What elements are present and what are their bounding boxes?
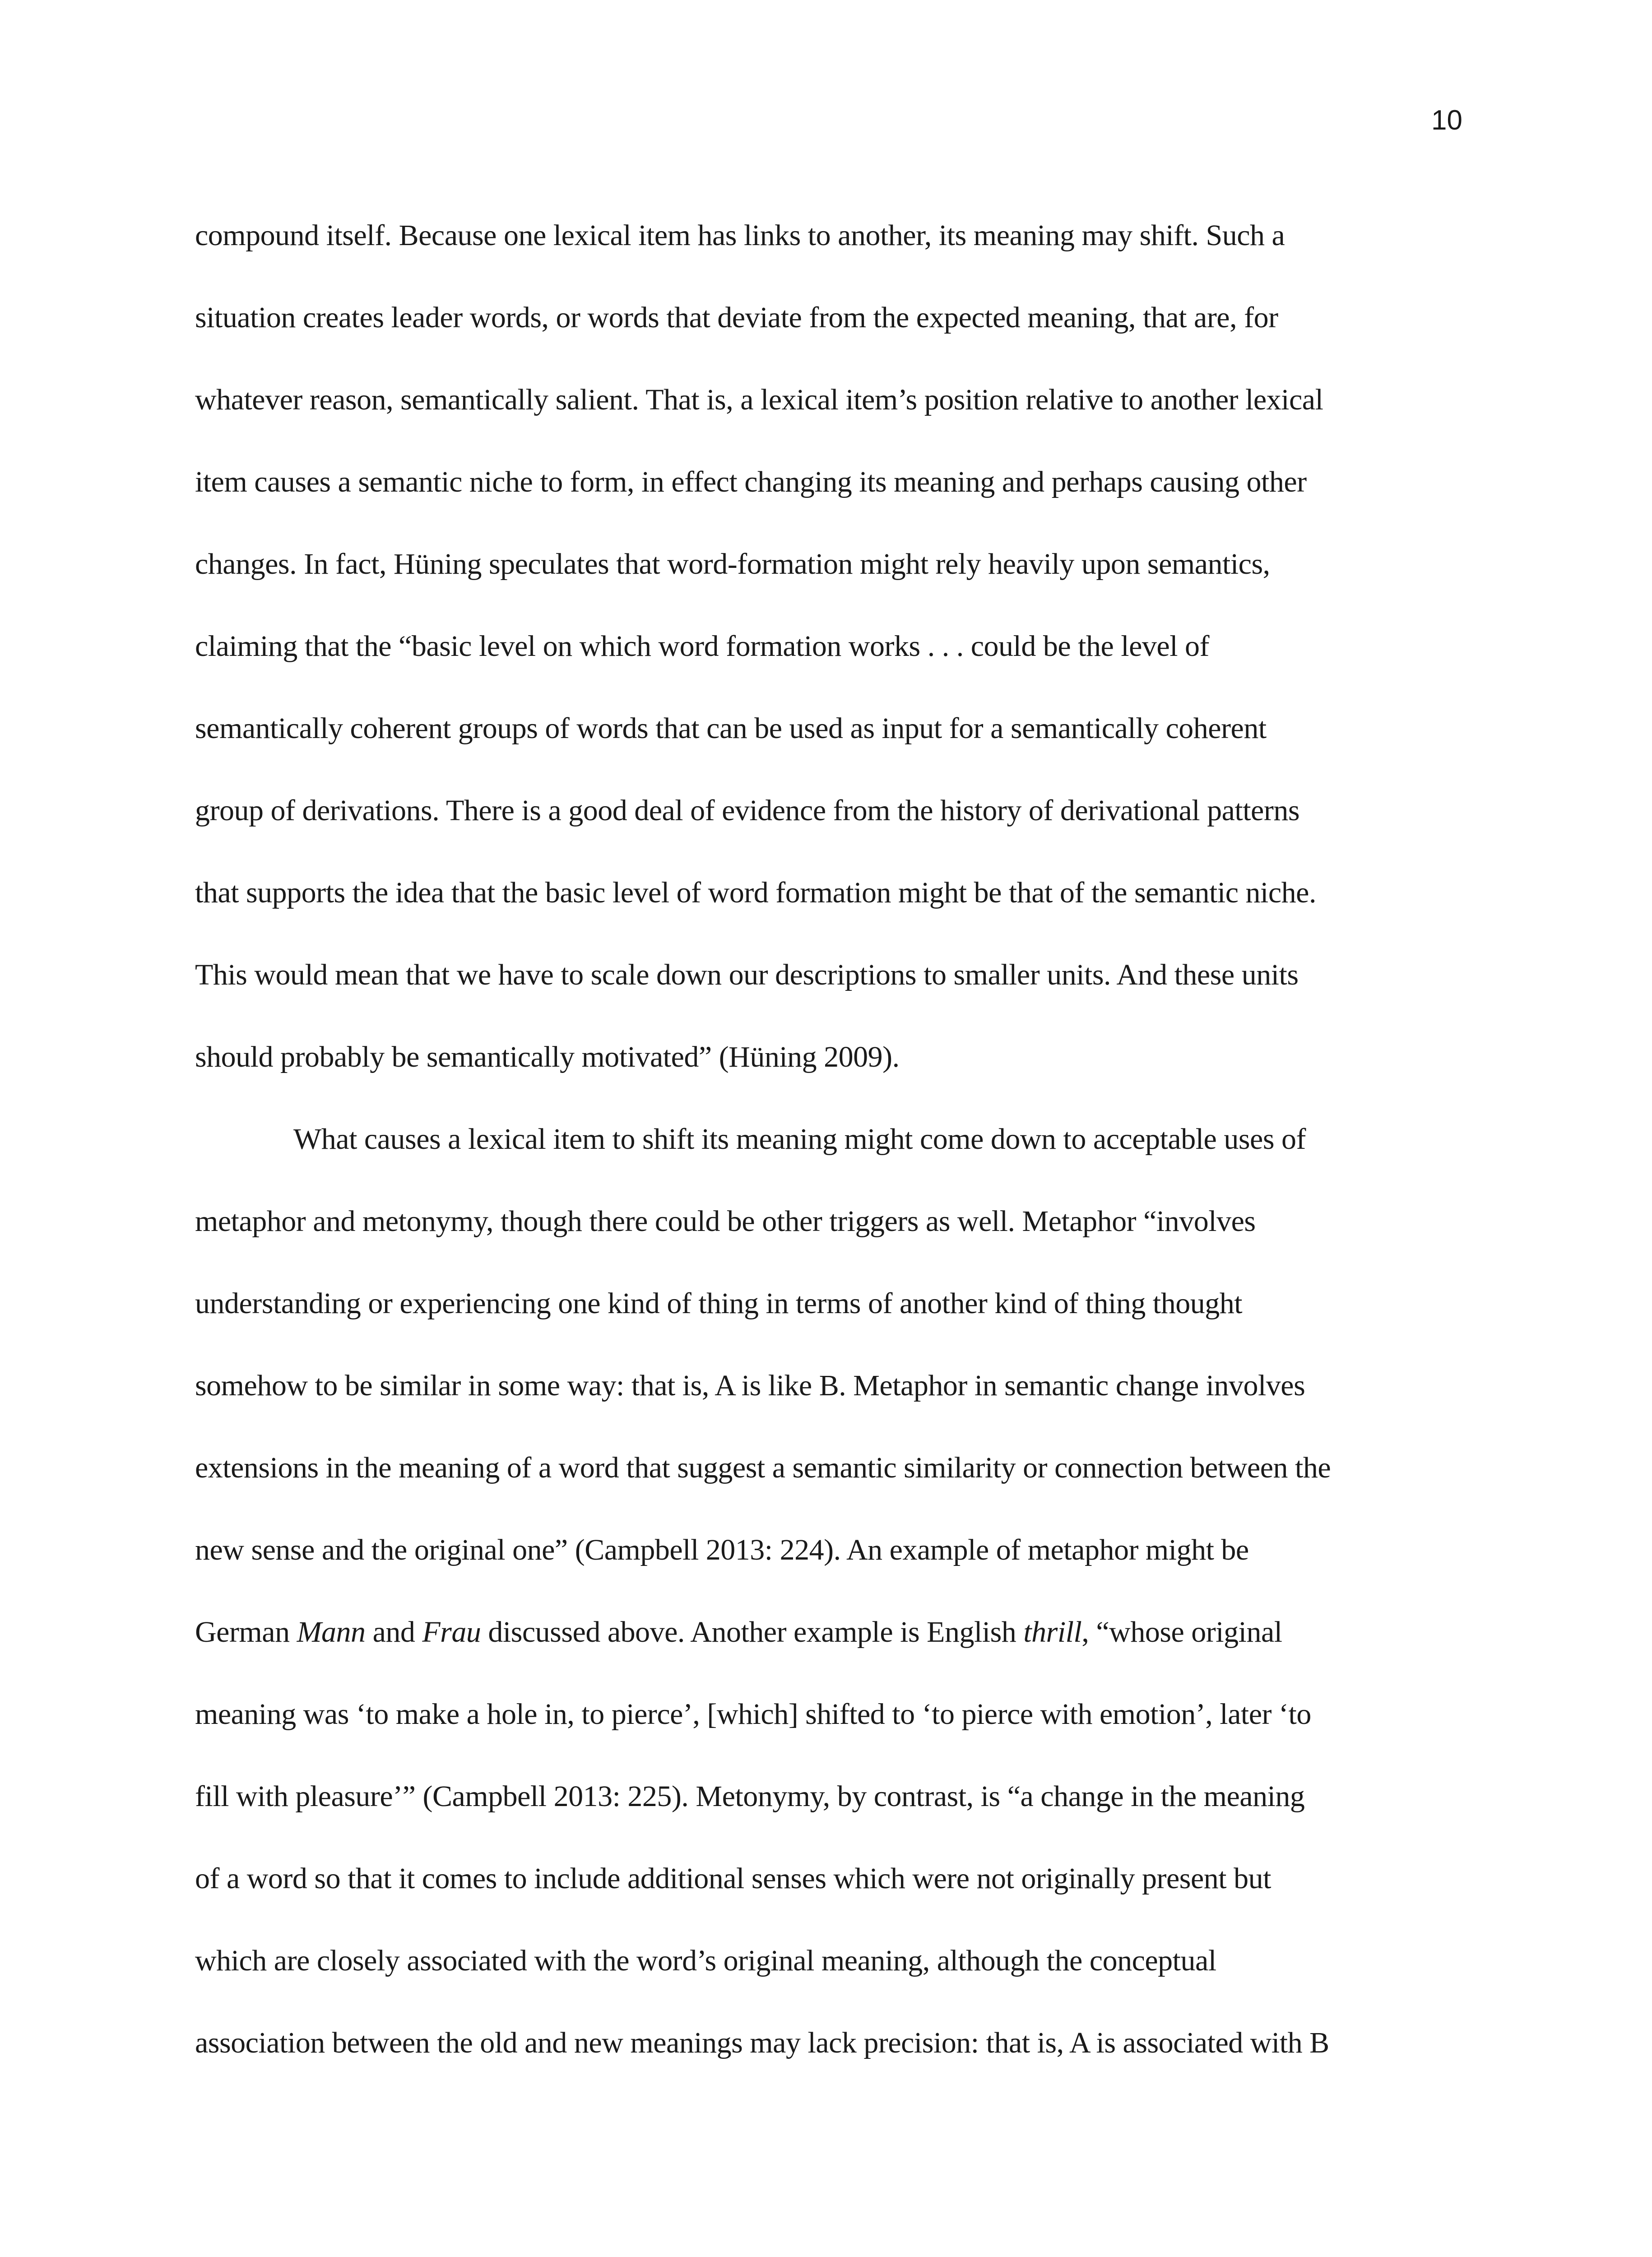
italic-term-frau: Frau xyxy=(422,1616,481,1649)
paragraph-start-line: What causes a lexical item to shift its meaning might come down to acceptable uses of xyxy=(293,1123,1306,1156)
text-line: fill with pleasure’” (Campbell 2013: 225). Metonymy, by contrast, is “a change in the meaning xyxy=(195,1780,1305,1813)
text-line: compound itself. Because one lexical item has links to another, its meaning may shift. Such a xyxy=(195,219,1285,252)
text-segment: German xyxy=(195,1616,297,1649)
body-text xyxy=(195,213,1459,2103)
text-line: changes. In fact, Hüning speculates that word-formation might rely heavily upon semantics, xyxy=(195,548,1270,581)
text-line: This would mean that we have to scale down our descriptions to smaller units. And these units xyxy=(195,958,1299,991)
text-line: item causes a semantic niche to form, in effect changing its meaning and perhaps causing other xyxy=(195,465,1307,498)
italic-term-thrill: thrill xyxy=(1023,1616,1082,1649)
text-line: association between the old and new meanings may lack precision: that is, A is associated with B xyxy=(195,2026,1329,2059)
text-segment: discussed above. Another example is English xyxy=(481,1616,1024,1649)
text-line: should probably be semantically motivated” (Hüning 2009). xyxy=(195,1040,900,1073)
text-line: meaning was ‘to make a hole in, to pierce’, [which] shifted to ‘to pierce with emotion’, later ‘to xyxy=(195,1698,1311,1731)
text-line: metaphor and metonymy, though there could be other triggers as well. Metaphor “involves xyxy=(195,1205,1256,1238)
text-line: new sense and the original one” (Campbell 2013: 224). An example of metaphor might be xyxy=(195,1533,1249,1566)
text-line: group of derivations. There is a good deal of evidence from the history of derivational patterns xyxy=(195,794,1300,827)
text-segment: and xyxy=(365,1616,422,1649)
page-number: 10 xyxy=(1431,105,1462,136)
text-line: which are closely associated with the word’s original meaning, although the conceptual xyxy=(195,1944,1216,1977)
text-line: that supports the idea that the basic level of word formation might be that of the semantic niche. xyxy=(195,876,1316,909)
text-line: understanding or experiencing one kind of thing in terms of another kind of thing thought xyxy=(195,1287,1243,1320)
text-line: somehow to be similar in some way: that is, A is like B. Metaphor in semantic change involves xyxy=(195,1369,1305,1402)
text-line: semantically coherent groups of words that can be used as input for a semantically coherent xyxy=(195,712,1267,745)
italic-term-mann: Mann xyxy=(297,1616,366,1649)
text-line: whatever reason, semantically salient. That is, a lexical item’s position relative to another lexical xyxy=(195,383,1323,416)
text-line: claiming that the “basic level on which word formation works . . . could be the level of xyxy=(195,630,1210,663)
text-line: of a word so that it comes to include additional senses which were not originally present but xyxy=(195,1862,1271,1895)
text-segment: , “whose original xyxy=(1081,1616,1282,1649)
text-line: situation creates leader words, or words that deviate from the expected meaning, that are, for xyxy=(195,301,1278,334)
text-line: extensions in the meaning of a word that suggest a semantic similarity or connection between the xyxy=(195,1451,1331,1484)
text-line-with-italics xyxy=(195,1610,1459,1692)
